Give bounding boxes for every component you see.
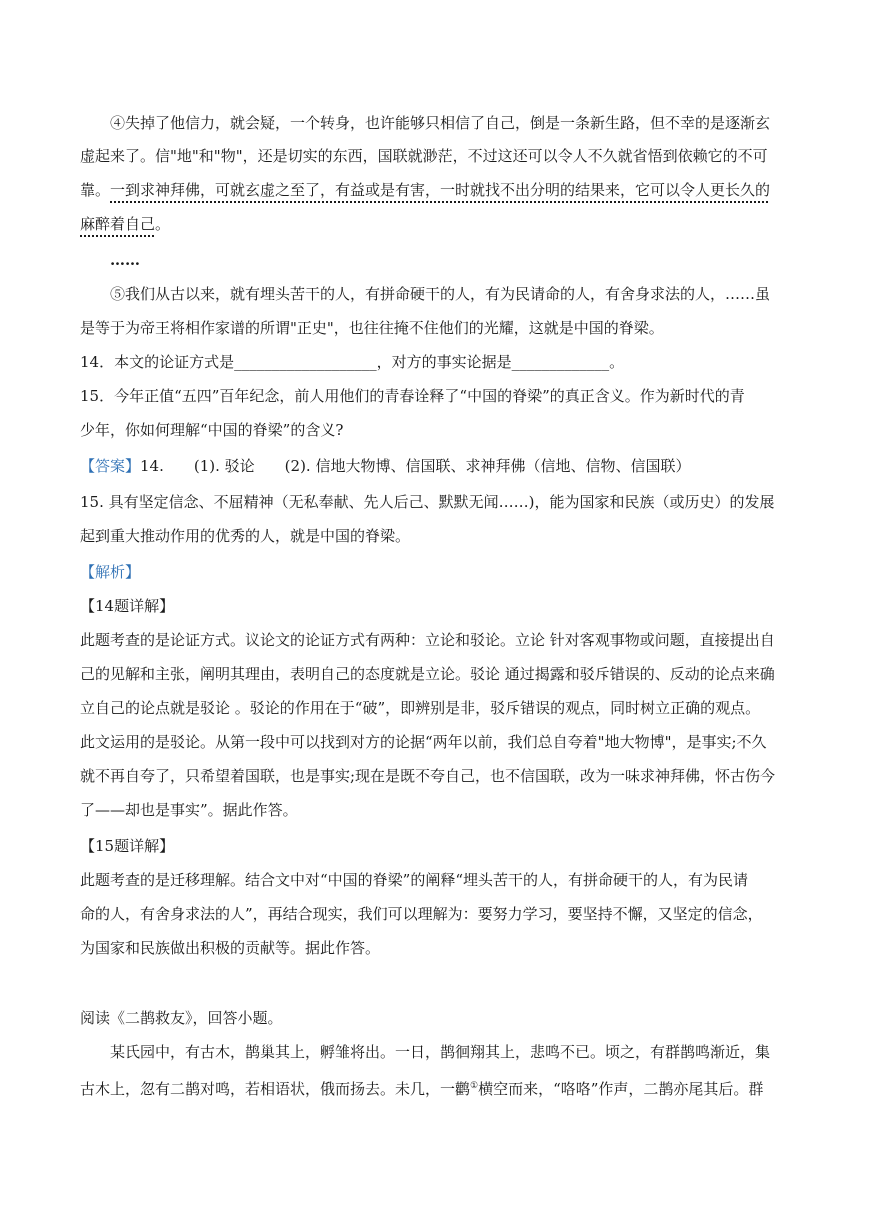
analysis-14-line: 了——却也是事实”。据此作答。	[80, 801, 298, 819]
analysis-15-heading: 【15题详解】	[80, 837, 175, 855]
reading-line-1: 某氏园中，有古木，鹊巢其上，孵雏将出。一日，鹊徊翔其上，悲鸣不已。顷之，有群鹊鸣渐近，集	[110, 1043, 771, 1061]
p5-line-1: ⑤我们从古以来，就有埋头苦干的人，有拼命硬干的人，有为民请命的人，有舍身求法的人，……虽	[110, 285, 771, 303]
p4-line-4: 麻醉着自己。	[80, 215, 171, 233]
answer-tag: 【答案】	[80, 457, 141, 475]
answer-15-line-1: 15. 具有坚定信念、不屈精神（无私奉献、先人后己、默默无闻……)，能为国家和民族（或历史）的发展	[80, 493, 775, 511]
emphasis-dots: 一到求神拜佛，可就玄虚之至了，有益或是有害，一时就找不出分明的结果来，它可以令人更长久的	[110, 181, 771, 199]
analysis-tag: 【解析】	[80, 563, 141, 581]
analysis-15-line: 为国家和民族做出积极的贡献等。据此作答。	[80, 939, 381, 957]
reading-intro: 阅读《二鹊救友》，回答小题。	[80, 1009, 283, 1027]
answer-14: 【答案】14. (1). 驳论 (2). 信地大物博、信国联、求神拜佛（信地、信物、信国联）	[80, 457, 691, 475]
ellipsis: ……	[110, 251, 140, 269]
p5-line-2: 是等于为帝王将相作家谱的所谓"正史"，也往往掩不住他们的光耀，这就是中国的脊梁。	[80, 319, 664, 337]
question-14: 14．本文的论证方式是___________________，对方的事实论据是_____________。	[80, 353, 625, 371]
analysis-14-line: 立自己的论点就是驳论 。驳论的作用在于“破”，即辨别是非，驳斥错误的观点，同时树立正确的观点。	[80, 699, 761, 717]
analysis-14-line: 此题考查的是论证方式。议论文的论证方式有两种：立论和驳论。立论 针对客观事物或问题，直接提出自	[80, 631, 775, 649]
answer-15-line-2: 起到重大推动作用的优秀的人，就是中国的脊梁。	[80, 527, 411, 545]
analysis-14-line: 就不再自夸了，只希望着国联，也是事实;现在是既不夸自己，也不信国联，改为一味求神拜佛，怀古伤今	[80, 767, 776, 785]
emphasis-dots: 麻醉着自己	[80, 215, 156, 233]
analysis-14-line: 此文运用的是驳论。从第一段中可以找到对方的论据“两年以前，我们总自夸着"地大物博"，是事实;不久	[80, 733, 767, 751]
question-15-line-1: 15．今年正值“五四”百年纪念，前人用他们的青春诠释了“中国的脊梁”的真正含义。作为新时代的青	[80, 387, 745, 405]
footnote-marker: ①	[470, 1081, 479, 1091]
question-15-line-2: 少年，你如何理解“中国的脊梁”的含义?	[80, 421, 344, 439]
analysis-14-line: 己的见解和主张，阐明其理由，表明自己的态度就是立论。驳论 通过揭露和驳斥错误的、反动的论点来确	[80, 665, 775, 683]
p4-line-1: ④失掉了他信力，就会疑，一个转身，也许能够只相信了自己，倒是一条新生路，但不幸的是逐渐玄	[110, 114, 771, 132]
analysis-15-line: 命的人，有舍身求法的人”，再结合现实，我们可以理解为：要努力学习，要坚持不懈，又坚定的信念，	[80, 905, 763, 923]
reading-line-2: 古木上，忽有二鹊对鸣，若相语状，俄而扬去。未几，一鹳①横空而来，“咯咯”作声，二鹊亦尾其后。群	[80, 1080, 764, 1098]
p4-line-3: 靠。一到求神拜佛，可就玄虚之至了，有益或是有害，一时就找不出分明的结果来，它可以令人更长久的	[80, 181, 771, 199]
analysis-15-line: 此题考查的是迁移理解。结合文中对“中国的脊梁”的阐释“埋头苦干的人，有拼命硬干的人，有为民请	[80, 871, 749, 889]
analysis-14-heading: 【14题详解】	[80, 597, 175, 615]
p4-line-2: 虚起来了。信"地"和"物"，还是切实的东西，国联就渺茫，不过这还可以令人不久就省悟到依赖它的不可	[80, 147, 768, 165]
